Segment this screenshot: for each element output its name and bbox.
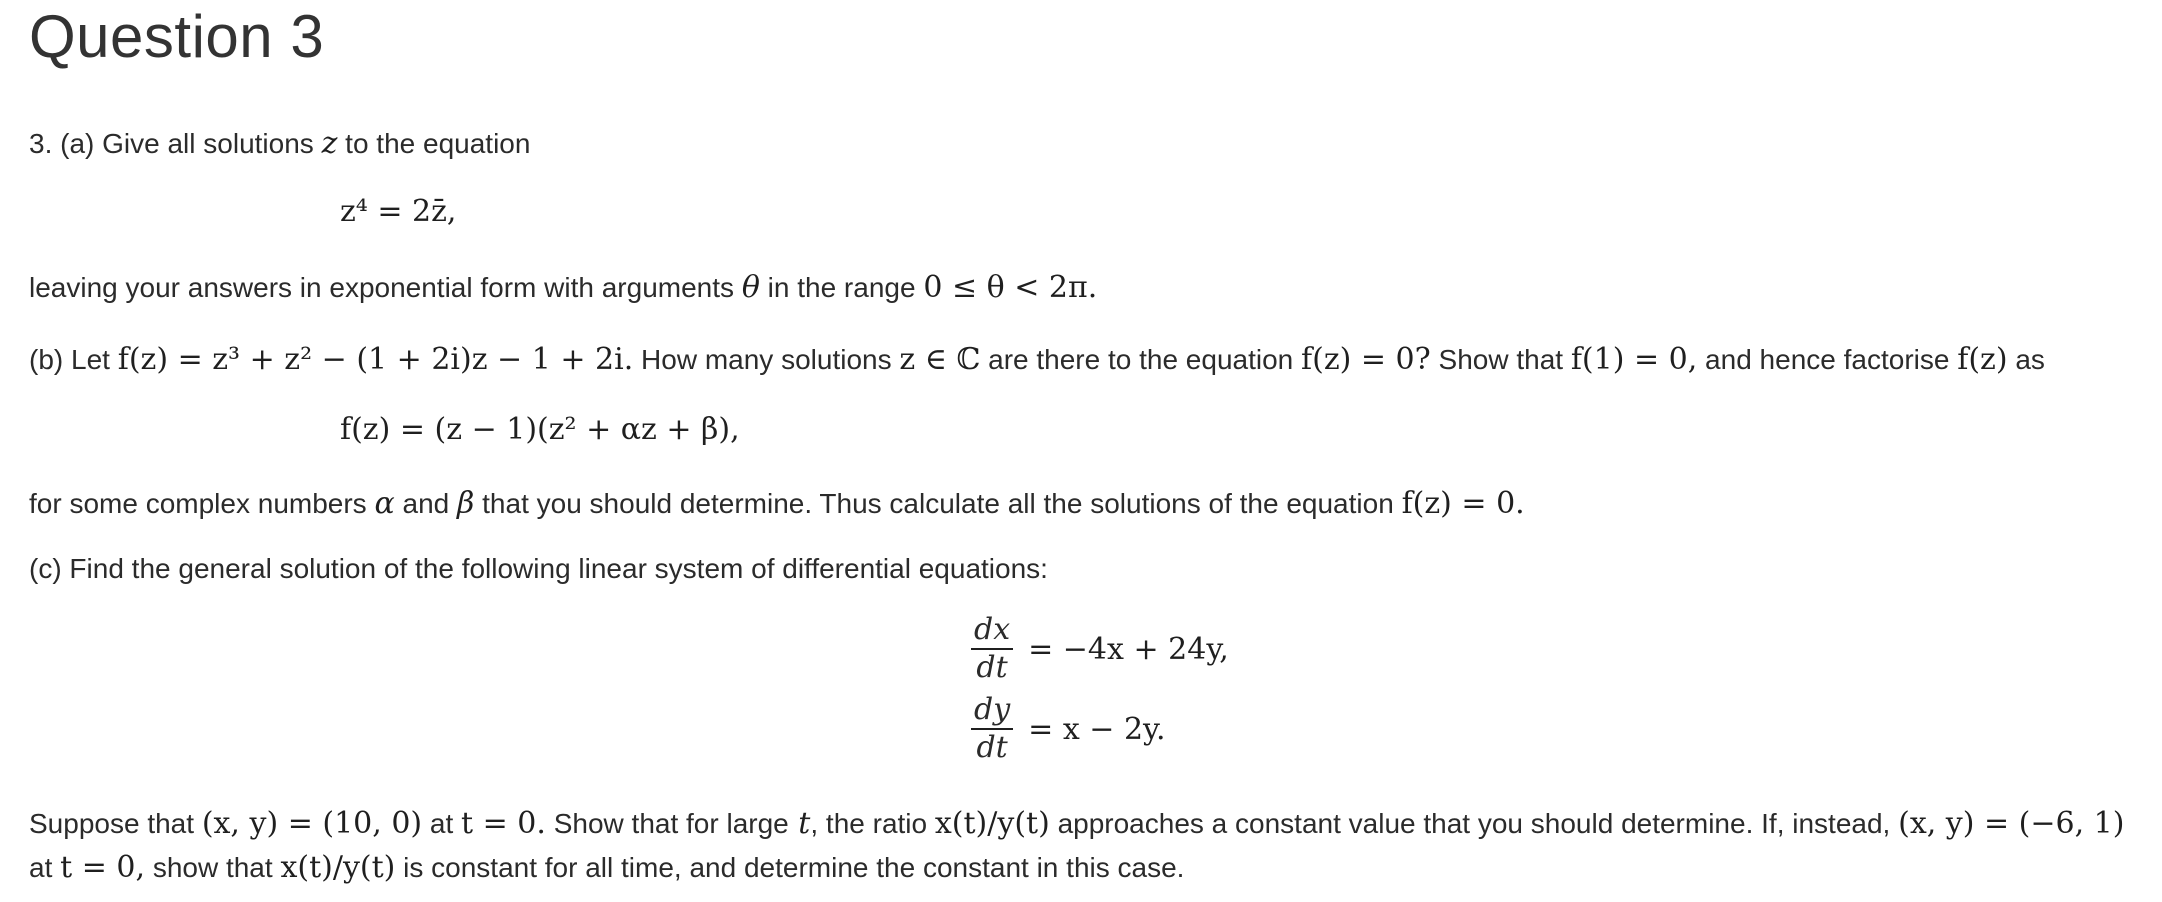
ode-equation-2: [970, 692, 1166, 766]
range-mid: in the range: [767, 272, 916, 303]
initial-condition-2: (x, y) = (−6, 1): [1898, 806, 2125, 841]
factorised-form: f(z) = (z − 1)(z² + αz + β),: [340, 412, 740, 447]
part-b-statement: [29, 342, 2045, 378]
fraction-denominator: dt: [976, 730, 1008, 765]
ode-equation-1: [970, 612, 1229, 686]
fraction-numerator: dx: [974, 612, 1011, 647]
f-of-one: f(1) = 0,: [1570, 342, 1698, 377]
part-a-intro-text: 3. (a) Give all solutions: [29, 128, 314, 159]
range-text: leaving your answers in exponential form with arguments: [29, 272, 735, 303]
alpha-symbol: α: [374, 486, 395, 521]
fraction-numerator: dy: [974, 692, 1011, 727]
part-a-range: [29, 270, 1097, 306]
part-b-followup: [29, 486, 1525, 522]
beta-symbol: β: [457, 486, 475, 521]
part-b-q2: are there to the equation: [988, 344, 1294, 375]
part-c-question-line-1: [29, 806, 2149, 842]
followup-text-1: for some complex numbers: [29, 488, 367, 519]
part-c-question-line-2: [29, 850, 1184, 886]
c-s2: at: [429, 808, 454, 839]
fraction-dx-dt: [970, 612, 1014, 686]
t-zero-2: t = 0,: [60, 850, 146, 885]
final-equation: f(z) = 0.: [1401, 486, 1525, 521]
equation-a: z⁴ = 2z̄,: [340, 194, 457, 229]
t-zero-1: t = 0.: [461, 806, 546, 841]
part-a-intro-tail: to the equation: [345, 128, 531, 159]
ode-rhs-2: = x − 2y.: [1028, 711, 1166, 747]
part-b-lead: (b) Let: [29, 344, 110, 375]
equation-f-zero: f(z) = 0?: [1301, 342, 1431, 377]
c-s8: is constant for all time, and determine the constant in this case.: [403, 852, 1185, 883]
set-membership: z ∈ ℂ: [899, 342, 981, 377]
c-s3: Show that for large: [553, 808, 789, 839]
fraction-dy-dt: [970, 692, 1014, 766]
part-a-intro: [29, 126, 530, 162]
fraction-denominator: dt: [976, 650, 1008, 685]
var-theta: θ: [741, 270, 760, 305]
polynomial: f(z) = z³ + z² − (1 + 2i)z − 1 + 2i.: [117, 342, 634, 377]
ode-rhs-1: = −4x + 24y,: [1028, 631, 1229, 667]
c-s5: approaches a constant value that you should determine. If, instead,: [1057, 808, 1891, 839]
range-math: 0 ≤ θ < 2π.: [923, 270, 1098, 305]
followup-text-2: that you should determine. Thus calculate all the solutions of the equation: [482, 488, 1394, 519]
ratio-1: x(t)/y(t): [934, 806, 1050, 841]
part-b-q5: as: [2015, 344, 2045, 375]
c-s7: show that: [152, 852, 273, 883]
followup-and: and: [402, 488, 450, 519]
initial-condition-1: (x, y) = (10, 0): [201, 806, 423, 841]
var-t: t: [798, 806, 811, 841]
ratio-2: x(t)/y(t): [280, 850, 396, 885]
c-s4: , the ratio: [810, 808, 928, 839]
part-b-q4: and hence factorise: [1705, 344, 1950, 375]
f-of-z: f(z): [1957, 342, 2008, 377]
c-s6: at: [29, 852, 53, 883]
part-b-q1: How many solutions: [641, 344, 892, 375]
part-c-intro: (c) Find the general solution of the following linear system of differential equations:: [29, 553, 1048, 584]
part-b-q3: Show that: [1438, 344, 1564, 375]
c-s1: Suppose that: [29, 808, 195, 839]
question-title: Question 3: [29, 3, 325, 70]
var-z: z: [321, 126, 338, 161]
